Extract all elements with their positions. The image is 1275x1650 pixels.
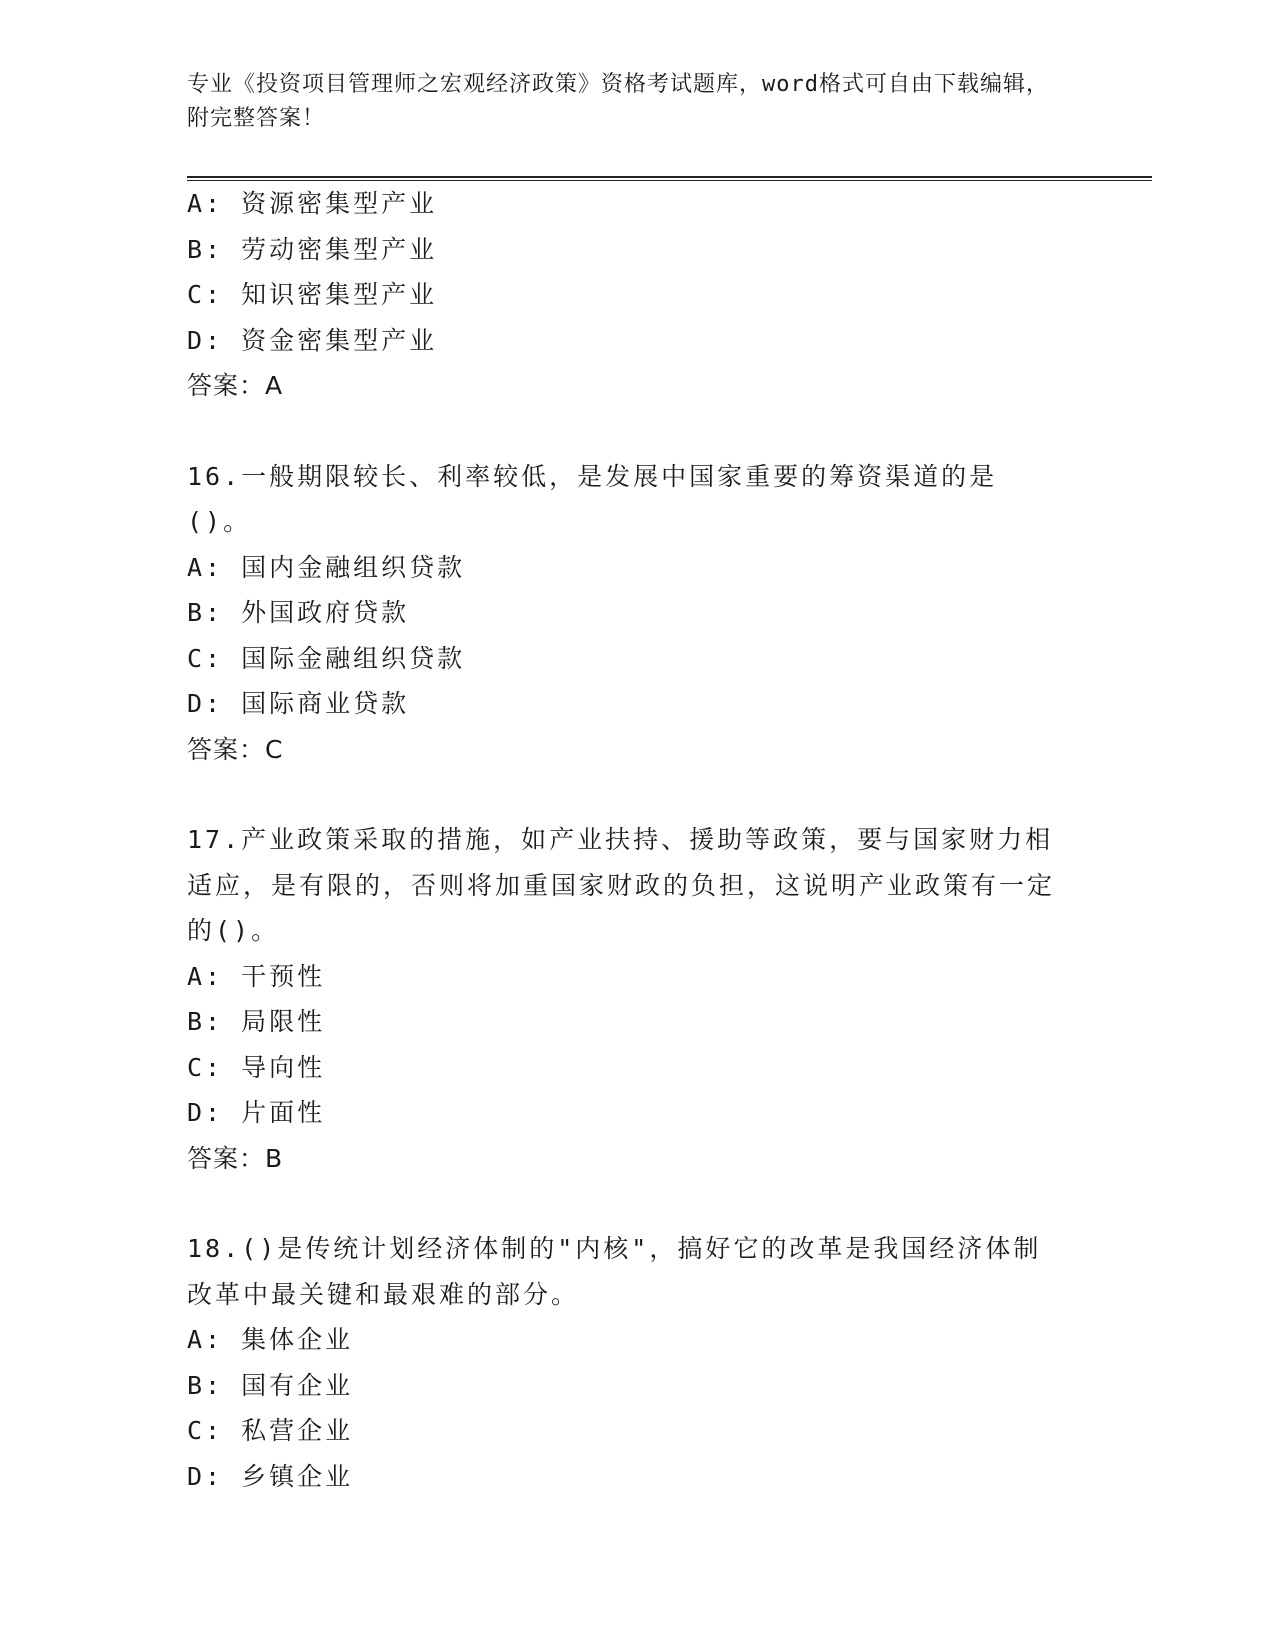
q18-option-d: D: 乡镇企业 — [187, 1461, 354, 1491]
q16-option-b: B: 外国政府贷款 — [187, 598, 410, 627]
question-15-block — [187, 181, 1152, 409]
q15-option-c: C: 知识密集型产业 — [187, 280, 438, 309]
q17-answer: 答案：B — [187, 1143, 284, 1173]
q16-question-text: 16.一般期限较长、利率较低，是发展中国家重要的筹资渠道的是()。 — [187, 461, 998, 536]
q15-option-a: A: 资源密集型产业 — [187, 189, 438, 218]
q15-option-b: B: 劳动密集型产业 — [187, 234, 438, 264]
page-header-text: 专业《投资项目管理师之宏观经济政策》资格考试题库，word格式可自由下载编辑，附完整答案！ — [187, 72, 1049, 131]
q18-option-a: A: 集体企业 — [187, 1325, 354, 1354]
q18-option-b: B: 国有企业 — [187, 1370, 354, 1400]
q17-option-c: C: 导向性 — [187, 1052, 326, 1082]
q15-answer: 答案：A — [187, 371, 284, 400]
spacer — [187, 772, 1152, 817]
question-17-block — [187, 817, 1152, 1181]
q16-answer: 答案：C — [187, 734, 284, 764]
spacer — [187, 409, 1152, 454]
q16-option-c: C: 国际金融组织贷款 — [187, 643, 466, 673]
question-16-block — [187, 454, 1152, 773]
q17-question-text: 17.产业政策采取的措施，如产业扶持、援助等政策，要与国家财力相适应，是有限的，否则将加重国家财政的负担，这说明产业政策有一定的()。 — [187, 825, 1056, 945]
question-18-block — [187, 1226, 1152, 1499]
q18-option-c: C: 私营企业 — [187, 1416, 354, 1445]
q18-question-text: 18.()是传统计划经济体制的"内核"，搞好它的改革是我国经济体制改革中最关键和最艰难的部分。 — [187, 1234, 1042, 1309]
q16-option-d: D: 国际商业贷款 — [187, 689, 410, 718]
q17-option-a: A: 干预性 — [187, 961, 326, 991]
q15-option-d: D: 资金密集型产业 — [187, 325, 438, 355]
spacer — [187, 1181, 1152, 1226]
q16-option-a: A: 国内金融组织贷款 — [187, 552, 466, 582]
document-page — [187, 68, 1152, 1499]
q17-option-d: D: 片面性 — [187, 1098, 326, 1127]
q17-option-b: B: 局限性 — [187, 1007, 326, 1036]
